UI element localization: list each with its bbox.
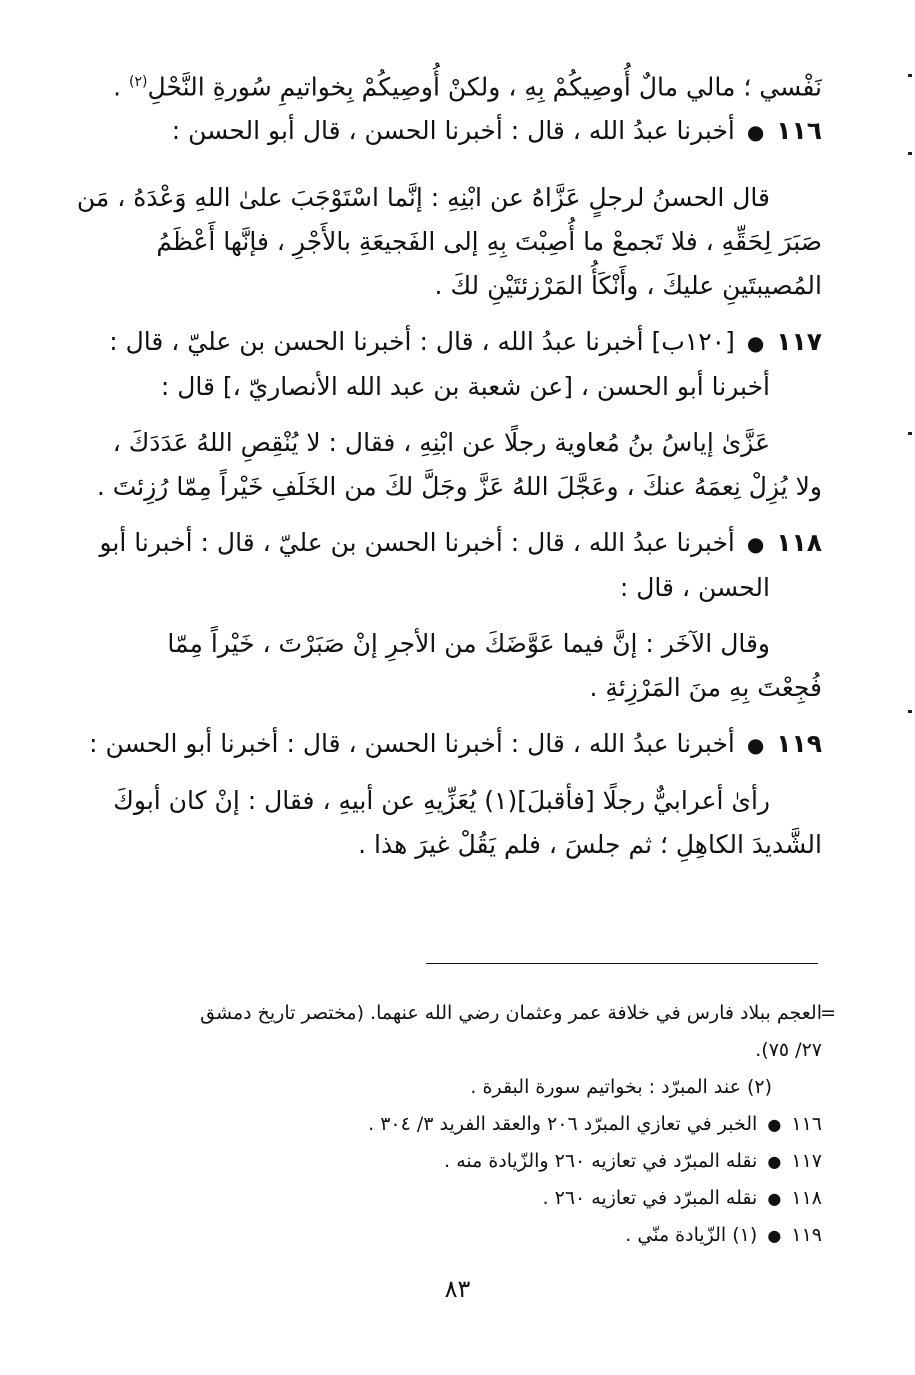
- ref-text: نقله المبرّد في تعازيه ٢٦٠ والزّيادة منه .: [444, 1150, 758, 1172]
- bullet-icon: ●: [767, 1226, 782, 1245]
- entry-118: [62, 521, 822, 710]
- scan-mark: [908, 74, 912, 77]
- body-line: المُصيبتَينِ عليكَ ، وأَنْكَأُ المَرْزئتَيْنِ لكَ .: [434, 271, 822, 301]
- header-text: أخبرنا عبدُ الله ، قال : أخبرنا الحسن بن عليّ ، قال : أخبرنا أبو: [99, 528, 735, 558]
- footnote-ref: [62, 1106, 822, 1143]
- footnote-ref: [62, 1180, 822, 1217]
- ref-text: الخبر في تعازي المبرّد ٢٠٦ والعقد الفريد ٣/ ٣٠٤ .: [368, 1113, 758, 1135]
- bullet-icon: ●: [746, 532, 765, 557]
- body-line: رأىٰ أعرابيٌّ رجلًا [فأقبلَ](١) يُعَزِّيهِ عن أبيهِ ، فقال : إنْ كان أبوكَ: [113, 786, 770, 816]
- header-text: أخبرنا عبدُ الله ، قال : أخبرنا الحسن ، قال : أخبرنا أبو الحسن :: [89, 729, 735, 759]
- ref-number: ١١٨: [791, 1187, 822, 1209]
- bullet-icon: ●: [746, 331, 765, 356]
- scan-mark: [908, 710, 912, 713]
- footnote-ref: [62, 1217, 822, 1254]
- text-line-content: نَفْسي ؛ مالي مالٌ أُوصِيكُمْ بِهِ ، ولكنْ أُوصِيكُمْ بِخواتيمِ سُورةِ النَّحْلِ: [147, 72, 822, 102]
- header-text: أخبرنا أبو الحسن ، [عن شعبة بن عبد الله الأنصاريّ ،] قال :: [160, 372, 770, 402]
- ref-number: ١١٧: [791, 1150, 822, 1172]
- bullet-icon: ●: [746, 120, 765, 145]
- body-line: وقال الآخَر : إنَّ فيما عَوَّضَكَ من الأجرِ إنْ صَبَرْتَ ، خَيْراً مِمّا: [167, 629, 770, 659]
- body-line: فُجِعْتَ بِهِ منَ المَرْزِئةِ .: [589, 673, 822, 703]
- footnote-note: (٢) عند المبرّد : بخواتيم سورة البقرة .: [470, 1076, 772, 1098]
- ref-number: ١١٦: [791, 1113, 822, 1135]
- entry-116: [62, 109, 822, 308]
- header-text: أخبرنا عبدُ الله ، قال : أخبرنا الحسن ، قال أبو الحسن :: [171, 116, 735, 146]
- entry-body: [62, 421, 822, 509]
- entry-body: [62, 622, 822, 710]
- scan-mark: [908, 152, 912, 155]
- body-line: الشَّديدَ الكاهِلِ ؛ ثم جلسَ ، فلم يَقُلْ غيرَ هذا .: [358, 830, 822, 860]
- text-line-end: .: [113, 72, 130, 102]
- body-line: عَزَّىٰ إياسُ بنُ مُعاوية رجلًا عن ابْنِهِ ، فقال : لا يُنْقِصِ اللهُ عَدَدَكَ ،: [112, 428, 770, 458]
- bullet-icon: ●: [767, 1152, 782, 1171]
- footnote-text: ٢٧/ ٧٥).: [755, 1039, 822, 1061]
- body-line: قال الحسنُ لرجلٍ عَزَّاهُ عن ابْنِهِ : إنَّما اسْتَوْجَبَ علىٰ اللهِ وَعْدَهُ ، مَن: [76, 183, 770, 213]
- entry-header: [62, 109, 822, 154]
- ref-text: (١) الزّيادة منّي .: [625, 1224, 758, 1246]
- entry-number: ١١٧: [776, 327, 822, 357]
- main-text: [62, 60, 822, 879]
- entry-body: [62, 779, 822, 867]
- entry-119: [62, 722, 822, 867]
- bullet-icon: ●: [767, 1115, 782, 1134]
- footnote-separator: [426, 963, 818, 964]
- scan-mark: [908, 432, 912, 435]
- footnote-marker: (٢): [129, 74, 148, 90]
- bullet-icon: ●: [767, 1189, 782, 1208]
- body-line: ولا يُزِلْ نِعمَهُ عنكَ ، وعَجَّلَ اللهُ عَزَّ وجَلَّ لكَ من الخَلَفِ خَيْراً مِمّا رُزِئتَ .: [96, 472, 822, 502]
- entry-number: ١١٦: [776, 116, 822, 146]
- entry-body: [62, 176, 822, 308]
- continuation-mark: =: [820, 1002, 836, 1024]
- bullet-icon: ●: [746, 733, 765, 758]
- ref-number: ١١٩: [791, 1224, 822, 1246]
- entry-header: [62, 722, 822, 767]
- footnote-text: العجم ببلاد فارس في خلافة عمر وعثمان رضي الله عنهما. (مختصر تاريخ دمشق: [200, 1002, 822, 1024]
- page-number: ٨٣: [444, 1275, 471, 1303]
- ref-text: نقله المبرّد في تعازيه ٢٦٠ .: [542, 1187, 758, 1209]
- text-line: [62, 60, 822, 109]
- header-text: الحسن ، قال :: [619, 573, 770, 603]
- header-text: [١٢٠ب] أخبرنا عبدُ الله ، قال : أخبرنا الحسن بن عليّ ، قال :: [109, 327, 735, 357]
- entry-header: [62, 320, 822, 365]
- body-line: صَبَرَ لِحَقِّهِ ، فلا تَجمعْ ما أُصِبْتَ بِهِ إلى الفَجيعَةِ بالأَجْرِ ، فإنَّها أَعْظَمُ: [156, 227, 822, 257]
- footnote-continuation: [62, 995, 836, 1032]
- footnotes: [62, 995, 836, 1254]
- entry-number: ١١٨: [776, 528, 822, 558]
- entry-117: [62, 320, 822, 509]
- entry-header: [62, 521, 822, 566]
- entry-number: ١١٩: [776, 729, 822, 759]
- footnote-ref: [62, 1143, 822, 1180]
